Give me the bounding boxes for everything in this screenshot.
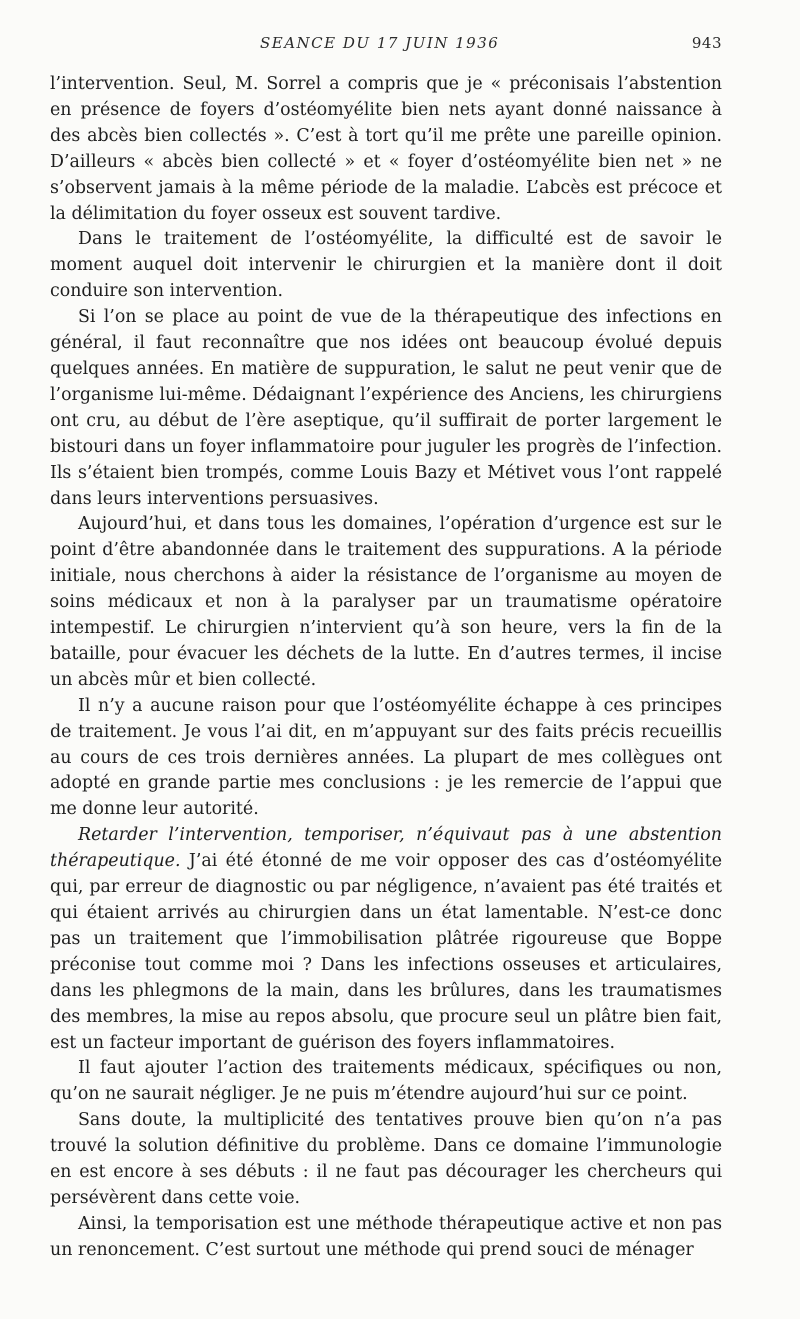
paragraph-6 (50, 823, 722, 1056)
page-number: 943 (691, 34, 722, 52)
paragraph-1: l’intervention. Seul, M. Sorrel a compris que je « préconisais l’abstention en présence de foyers d’ostéomyélite bien nets ayant donné naissance à des abcès bien collectés ». C’est à tort qu’il me prête une pareille opinion. D’ailleurs « abcès bien collecté » et « foyer d’ostéomyélite bien net » ne s’observent jamais à la même période de la maladie. L’abcès est précoce et la délimitation du foyer osseux est souvent tardive. (50, 74, 722, 224)
header-title: SEANCE DU 17 JUIN 1936 (260, 34, 500, 52)
paragraph-9: Ainsi, la temporisation est une méthode thérapeutique active et non pas un renoncement. C’est surtout une méthode qui prend souci de ménager (50, 1213, 722, 1260)
paragraph-5: Il n’y a aucune raison pour que l’ostéomyélite échappe à ces principes de traitement. Je vous l’ai dit, en m’appuyant sur des faits précis recueillis au cours de ces trois dernières années. La plupart de mes collègues ont adopté en grande partie mes conclusions : je les remercie de l’appui que me donne leur autorité. (50, 695, 722, 820)
paragraph-6-rest: J’ai été étonné de me voir opposer des cas d’ostéomyélite qui, par erreur de diagnostic ou par négligence, n’avaient pas été traités et qui étaient arrivés au chirurgien dans un état lamentable. N’est-ce donc pas un traitement que l’immobilisation plâtrée rigoureuse que Boppe préconise tout comme moi ? Dans les infections osseuses et articulaires, dans les phlegmons de la main, dans les brûlures, dans les traumatismes des membres, la mise au repos absolu, que procure seul un plâtre bien fait, est un facteur important de guérison des foyers inflammatoires. (50, 851, 722, 1053)
paragraph-3: Si l’on se place au point de vue de la thérapeutique des infections en général, il faut reconnaître que nos idées ont beaucoup évolué depuis quelques années. En matière de suppuration, le salut ne peut venir que de l’organisme lui-même. Dédaignant l’expérience des Anciens, les chirurgiens ont cru, au début de l’ère aseptique, qu’il suffirait de porter largement le bistouri dans un foyer inflammatoire pour juguler les progrès de l’infection. Ils s’étaient bien trompés, comme Louis Bazy et Métivet vous l’ont rappelé dans leurs interventions persuasives. (50, 307, 722, 509)
body-text (50, 72, 722, 1264)
paragraph-7: Il faut ajouter l’action des traitements médicaux, spécifiques ou non, qu’on ne saurait négliger. Je ne puis m’étendre aujourd’hui sur ce point. (50, 1058, 722, 1105)
running-header (50, 34, 722, 54)
paragraph-4: Aujourd’hui, et dans tous les domaines, l’opération d’urgence est sur le point d’être abandonnée dans le traitement des suppurations. A la période initiale, nous cherchons à aider la résistance de l’organisme au moyen de soins médicaux et non à la paralyser par un traumatisme opératoire intempestif. Le chirurgien n’intervient qu’à son heure, vers la fin de la bataille, pour évacuer les déchets de la lutte. En d’autres termes, il incise un abcès mûr et bien collecté. (50, 514, 722, 690)
paragraph-8: Sans doute, la multiplicité des tentatives prouve bien qu’on n’a pas trouvé la solution définitive du problème. Dans ce domaine l’immunologie en est encore à ses débuts : il ne faut pas décourager les chercheurs qui persévèrent dans cette voie. (50, 1110, 722, 1208)
paragraph-2: Dans le traitement de l’ostéomyélite, la difficulté est de savoir le moment auquel doit intervenir le chirurgien et la manière dont il doit conduire son intervention. (50, 229, 722, 302)
paragraph-6-italic-lead: Retarder l’intervention, temporiser, n’équivaut pas à une abstention thérapeutique. (50, 825, 722, 872)
